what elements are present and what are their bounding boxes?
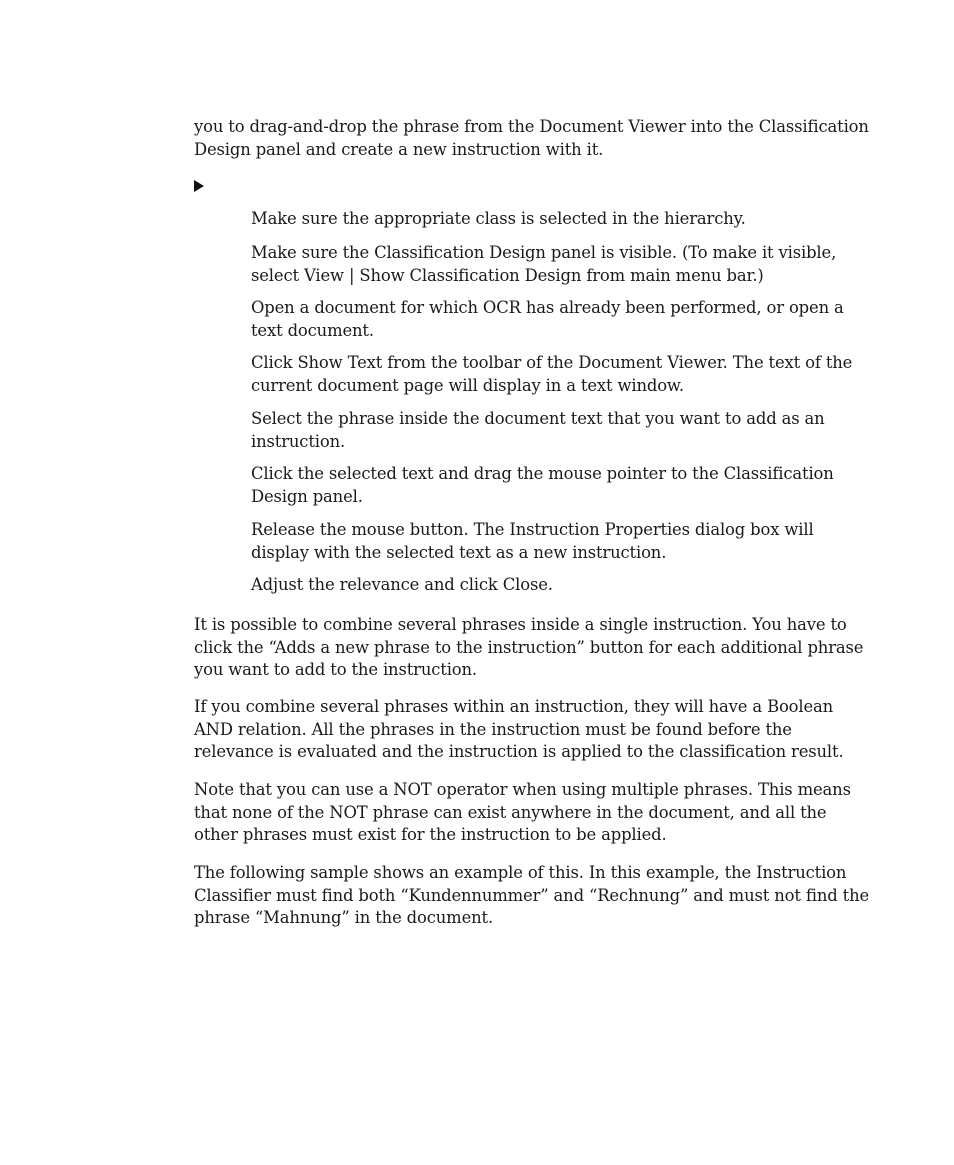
step-item: Open a document for which OCR has already been performed, or open a text document. bbox=[251, 298, 844, 340]
step-item: Release the mouse button. The Instruction Properties dialog box will display with the selected text as a new instruction. bbox=[251, 520, 814, 562]
step-item: Adjust the relevance and click Close. bbox=[251, 575, 553, 594]
step-item: Click Show Text from the toolbar of the Document Viewer. The text of the current document page will display in a text window. bbox=[251, 353, 853, 395]
step-item: Click the selected text and drag the mouse pointer to the Classification Design panel. bbox=[251, 464, 834, 506]
body-paragraph: Note that you can use a NOT operator when using multiple phrases. This means that none of the NOT phrase can exist anywhere in the document, and all the other phrases must exist for the instruction to be applied. bbox=[194, 780, 851, 844]
body-paragraph: The following sample shows an example of this. In this example, the Instruction Classifier must find both “Kundennummer” and “Rechnung” and must not find the phrase “Mahnung” in the document. bbox=[194, 863, 870, 927]
step-item: Make sure the appropriate class is selected in the hierarchy. bbox=[251, 209, 746, 228]
body-paragraph: It is possible to combine several phrases inside a single instruction. You have to click the “Adds a new phrase to the instruction” button for each additional phrase you want to add to the instruction. bbox=[194, 615, 864, 679]
body-paragraph: If you combine several phrases within an instruction, they will have a Boolean AND relation. All the phrases in the instruction must be found before the relevance is evaluated and the instruction is applied to the classification result. bbox=[194, 697, 844, 761]
step-item: Make sure the Classification Design panel is visible. (To make it visible, select View | Show Classification Design from main menu bar.) bbox=[251, 243, 837, 285]
intro-paragraph: you to drag-and-drop the phrase from the Document Viewer into the Classification Design panel and create a new instruction with it. bbox=[194, 117, 869, 159]
right-triangle-bullet-icon bbox=[194, 180, 204, 192]
step-item: Select the phrase inside the document text that you want to add as an instruction. bbox=[251, 409, 825, 451]
